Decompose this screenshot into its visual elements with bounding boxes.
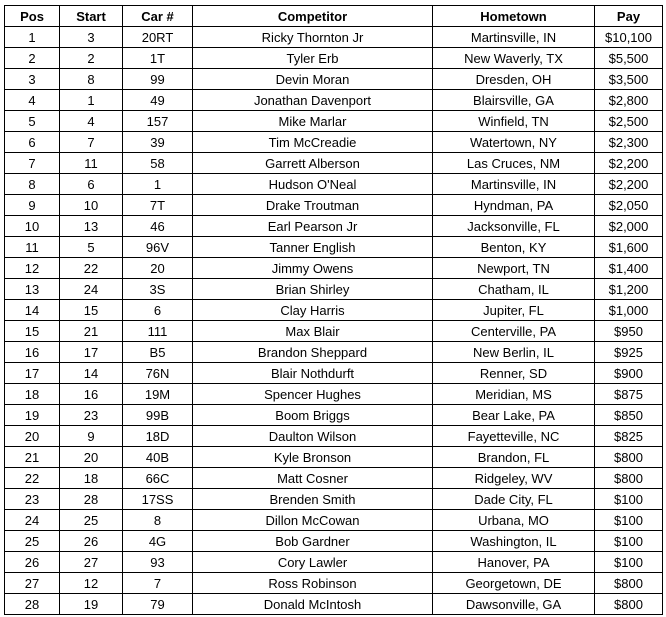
cell-pos: 15: [5, 321, 60, 342]
cell-car-number: 99B: [123, 405, 193, 426]
table-row: [5, 153, 663, 174]
table-row: [5, 48, 663, 69]
cell-competitor: Spencer Hughes: [193, 384, 433, 405]
header-pay: Pay: [595, 6, 663, 27]
cell-pay: $2,000: [595, 216, 663, 237]
cell-start: 7: [60, 132, 123, 153]
cell-pos: 21: [5, 447, 60, 468]
table-row: [5, 594, 663, 615]
table-row: [5, 321, 663, 342]
cell-competitor: Kyle Bronson: [193, 447, 433, 468]
table-row: [5, 195, 663, 216]
cell-car-number: 58: [123, 153, 193, 174]
cell-car-number: 17SS: [123, 489, 193, 510]
cell-pay: $100: [595, 510, 663, 531]
cell-hometown: Las Cruces, NM: [433, 153, 595, 174]
cell-start: 12: [60, 573, 123, 594]
cell-competitor: Cory Lawler: [193, 552, 433, 573]
cell-pos: 18: [5, 384, 60, 405]
table-row: [5, 531, 663, 552]
cell-pay: $1,400: [595, 258, 663, 279]
cell-start: 17: [60, 342, 123, 363]
cell-pay: $3,500: [595, 69, 663, 90]
cell-competitor: Donald McIntosh: [193, 594, 433, 615]
cell-pay: $100: [595, 552, 663, 573]
cell-start: 26: [60, 531, 123, 552]
cell-competitor: Max Blair: [193, 321, 433, 342]
cell-competitor: Mike Marlar: [193, 111, 433, 132]
cell-car-number: 66C: [123, 468, 193, 489]
cell-pos: 28: [5, 594, 60, 615]
cell-hometown: Georgetown, DE: [433, 573, 595, 594]
cell-hometown: Blairsville, GA: [433, 90, 595, 111]
cell-start: 20: [60, 447, 123, 468]
cell-hometown: New Waverly, TX: [433, 48, 595, 69]
cell-car-number: 19M: [123, 384, 193, 405]
table-row: [5, 342, 663, 363]
cell-competitor: Brandon Sheppard: [193, 342, 433, 363]
cell-competitor: Earl Pearson Jr: [193, 216, 433, 237]
header-car-number: Car #: [123, 6, 193, 27]
cell-car-number: 1: [123, 174, 193, 195]
cell-pos: 13: [5, 279, 60, 300]
cell-pos: 16: [5, 342, 60, 363]
header-hometown: Hometown: [433, 6, 595, 27]
cell-pay: $2,300: [595, 132, 663, 153]
cell-car-number: 20RT: [123, 27, 193, 48]
cell-start: 16: [60, 384, 123, 405]
cell-pay: $1,600: [595, 237, 663, 258]
table-row: [5, 90, 663, 111]
cell-start: 13: [60, 216, 123, 237]
cell-pos: 12: [5, 258, 60, 279]
cell-car-number: 6: [123, 300, 193, 321]
cell-pay: $825: [595, 426, 663, 447]
header-pos: Pos: [5, 6, 60, 27]
header-start: Start: [60, 6, 123, 27]
cell-pay: $1,000: [595, 300, 663, 321]
cell-competitor: Bob Gardner: [193, 531, 433, 552]
cell-pos: 14: [5, 300, 60, 321]
cell-car-number: 4G: [123, 531, 193, 552]
cell-car-number: 49: [123, 90, 193, 111]
results-table: [4, 5, 663, 615]
cell-hometown: Fayetteville, NC: [433, 426, 595, 447]
cell-hometown: Brandon, FL: [433, 447, 595, 468]
cell-hometown: Jupiter, FL: [433, 300, 595, 321]
cell-car-number: 76N: [123, 363, 193, 384]
cell-pos: 2: [5, 48, 60, 69]
cell-hometown: Jacksonville, FL: [433, 216, 595, 237]
cell-pos: 25: [5, 531, 60, 552]
cell-pos: 7: [5, 153, 60, 174]
cell-car-number: 3S: [123, 279, 193, 300]
table-row: [5, 573, 663, 594]
cell-hometown: Martinsville, IN: [433, 174, 595, 195]
results-table-header: [5, 6, 663, 27]
cell-competitor: Jonathan Davenport: [193, 90, 433, 111]
cell-pay: $5,500: [595, 48, 663, 69]
cell-start: 8: [60, 69, 123, 90]
cell-pay: $800: [595, 468, 663, 489]
cell-pay: $100: [595, 531, 663, 552]
cell-pay: $925: [595, 342, 663, 363]
cell-pay: $2,200: [595, 153, 663, 174]
cell-pos: 8: [5, 174, 60, 195]
cell-start: 1: [60, 90, 123, 111]
cell-pos: 11: [5, 237, 60, 258]
cell-pos: 3: [5, 69, 60, 90]
cell-pay: $2,200: [595, 174, 663, 195]
cell-hometown: Dawsonville, GA: [433, 594, 595, 615]
cell-pos: 10: [5, 216, 60, 237]
cell-pos: 1: [5, 27, 60, 48]
cell-competitor: Boom Briggs: [193, 405, 433, 426]
cell-competitor: Brian Shirley: [193, 279, 433, 300]
cell-competitor: Tyler Erb: [193, 48, 433, 69]
cell-start: 11: [60, 153, 123, 174]
cell-start: 14: [60, 363, 123, 384]
cell-pos: 27: [5, 573, 60, 594]
cell-start: 6: [60, 174, 123, 195]
cell-car-number: 7T: [123, 195, 193, 216]
header-row: [5, 6, 663, 27]
cell-start: 9: [60, 426, 123, 447]
table-row: [5, 510, 663, 531]
cell-start: 23: [60, 405, 123, 426]
cell-competitor: Drake Troutman: [193, 195, 433, 216]
cell-hometown: Hanover, PA: [433, 552, 595, 573]
cell-start: 21: [60, 321, 123, 342]
cell-car-number: 18D: [123, 426, 193, 447]
cell-pay: $10,100: [595, 27, 663, 48]
cell-pay: $2,050: [595, 195, 663, 216]
cell-pos: 23: [5, 489, 60, 510]
cell-pay: $800: [595, 573, 663, 594]
cell-car-number: B5: [123, 342, 193, 363]
cell-pay: $900: [595, 363, 663, 384]
cell-competitor: Garrett Alberson: [193, 153, 433, 174]
cell-start: 18: [60, 468, 123, 489]
cell-pos: 26: [5, 552, 60, 573]
table-row: [5, 552, 663, 573]
cell-car-number: 93: [123, 552, 193, 573]
cell-competitor: Tanner English: [193, 237, 433, 258]
cell-pos: 20: [5, 426, 60, 447]
cell-pos: 24: [5, 510, 60, 531]
cell-pay: $850: [595, 405, 663, 426]
table-row: [5, 363, 663, 384]
cell-pay: $2,800: [595, 90, 663, 111]
cell-competitor: Tim McCreadie: [193, 132, 433, 153]
cell-hometown: Dresden, OH: [433, 69, 595, 90]
table-row: [5, 279, 663, 300]
table-row: [5, 300, 663, 321]
cell-hometown: Renner, SD: [433, 363, 595, 384]
cell-hometown: Martinsville, IN: [433, 27, 595, 48]
table-row: [5, 174, 663, 195]
cell-start: 27: [60, 552, 123, 573]
cell-hometown: Benton, KY: [433, 237, 595, 258]
cell-car-number: 79: [123, 594, 193, 615]
table-row: [5, 69, 663, 90]
table-row: [5, 447, 663, 468]
cell-car-number: 46: [123, 216, 193, 237]
cell-competitor: Matt Cosner: [193, 468, 433, 489]
cell-pos: 6: [5, 132, 60, 153]
cell-hometown: Centerville, PA: [433, 321, 595, 342]
cell-start: 2: [60, 48, 123, 69]
cell-start: 15: [60, 300, 123, 321]
cell-hometown: Winfield, TN: [433, 111, 595, 132]
header-competitor: Competitor: [193, 6, 433, 27]
cell-hometown: Newport, TN: [433, 258, 595, 279]
table-row: [5, 384, 663, 405]
cell-pos: 9: [5, 195, 60, 216]
cell-car-number: 157: [123, 111, 193, 132]
cell-pay: $1,200: [595, 279, 663, 300]
cell-competitor: Blair Nothdurft: [193, 363, 433, 384]
cell-hometown: Hyndman, PA: [433, 195, 595, 216]
cell-pay: $875: [595, 384, 663, 405]
cell-competitor: Ricky Thornton Jr: [193, 27, 433, 48]
table-row: [5, 426, 663, 447]
cell-hometown: Urbana, MO: [433, 510, 595, 531]
cell-car-number: 111: [123, 321, 193, 342]
table-row: [5, 132, 663, 153]
cell-hometown: Watertown, NY: [433, 132, 595, 153]
cell-pay: $100: [595, 489, 663, 510]
table-row: [5, 468, 663, 489]
cell-car-number: 7: [123, 573, 193, 594]
cell-competitor: Devin Moran: [193, 69, 433, 90]
table-row: [5, 216, 663, 237]
cell-hometown: Chatham, IL: [433, 279, 595, 300]
cell-hometown: Meridian, MS: [433, 384, 595, 405]
cell-pos: 22: [5, 468, 60, 489]
cell-car-number: 99: [123, 69, 193, 90]
cell-car-number: 39: [123, 132, 193, 153]
cell-car-number: 40B: [123, 447, 193, 468]
table-row: [5, 111, 663, 132]
cell-hometown: Dade City, FL: [433, 489, 595, 510]
cell-start: 19: [60, 594, 123, 615]
cell-start: 25: [60, 510, 123, 531]
cell-competitor: Dillon McCowan: [193, 510, 433, 531]
table-row: [5, 489, 663, 510]
cell-hometown: Washington, IL: [433, 531, 595, 552]
cell-pay: $800: [595, 447, 663, 468]
cell-competitor: Ross Robinson: [193, 573, 433, 594]
cell-pos: 4: [5, 90, 60, 111]
cell-pos: 19: [5, 405, 60, 426]
cell-pay: $2,500: [595, 111, 663, 132]
cell-start: 3: [60, 27, 123, 48]
cell-hometown: New Berlin, IL: [433, 342, 595, 363]
cell-start: 4: [60, 111, 123, 132]
cell-pay: $950: [595, 321, 663, 342]
table-row: [5, 405, 663, 426]
cell-competitor: Daulton Wilson: [193, 426, 433, 447]
table-row: [5, 237, 663, 258]
cell-hometown: Bear Lake, PA: [433, 405, 595, 426]
results-table-body: [5, 27, 663, 615]
cell-start: 28: [60, 489, 123, 510]
cell-pos: 5: [5, 111, 60, 132]
cell-start: 22: [60, 258, 123, 279]
cell-start: 5: [60, 237, 123, 258]
cell-start: 24: [60, 279, 123, 300]
cell-hometown: Ridgeley, WV: [433, 468, 595, 489]
cell-car-number: 96V: [123, 237, 193, 258]
cell-pay: $800: [595, 594, 663, 615]
cell-car-number: 1T: [123, 48, 193, 69]
table-row: [5, 27, 663, 48]
table-row: [5, 258, 663, 279]
cell-start: 10: [60, 195, 123, 216]
cell-competitor: Clay Harris: [193, 300, 433, 321]
cell-competitor: Hudson O'Neal: [193, 174, 433, 195]
cell-car-number: 8: [123, 510, 193, 531]
cell-pos: 17: [5, 363, 60, 384]
cell-competitor: Jimmy Owens: [193, 258, 433, 279]
cell-car-number: 20: [123, 258, 193, 279]
cell-competitor: Brenden Smith: [193, 489, 433, 510]
